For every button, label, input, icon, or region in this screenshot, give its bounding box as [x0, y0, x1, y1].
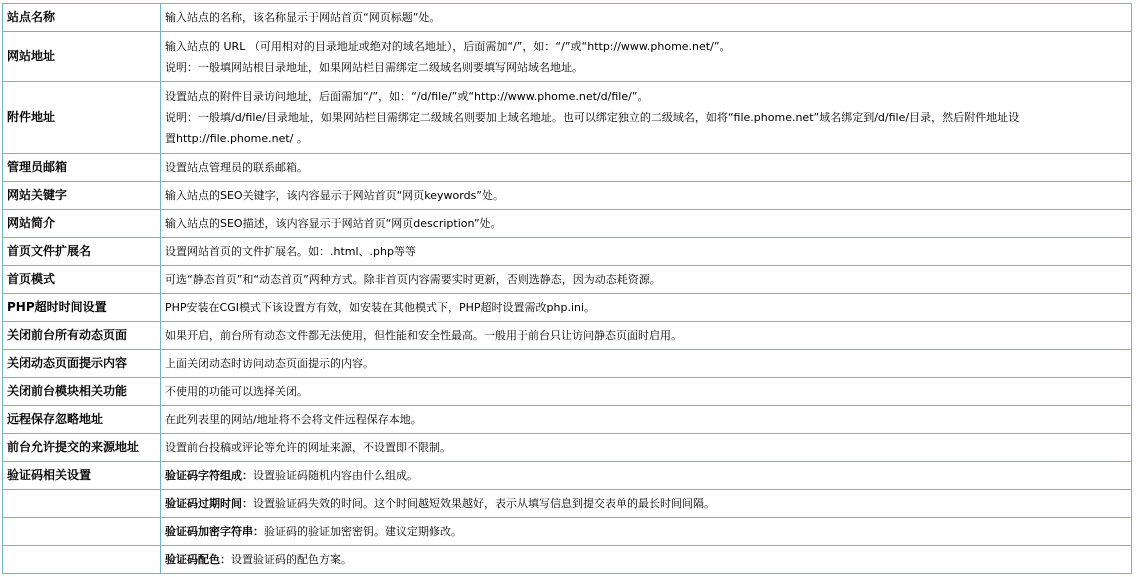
row-key: 首页文件扩展名: [3, 238, 161, 266]
description-line: 输入站点的名称，该名称显示于网站首页“网页标题”处。: [165, 11, 441, 24]
row-key: 关闭前台模块相关功能: [3, 378, 161, 406]
description-line: 设置网站首页的文件扩展名。如：.html、.php等等: [165, 245, 416, 258]
table-row-captcha: [3, 462, 1132, 490]
description-line: PHP安装在CGI模式下该设置方有效，如安装在其他模式下，PHP超时设置需改php.ini。: [165, 301, 596, 314]
row-description: [161, 266, 1132, 294]
description-line: 不使用的功能可以选择关闭。: [165, 385, 308, 398]
row-key: 远程保存忽略地址: [3, 406, 161, 434]
row-description: [161, 182, 1132, 210]
row-description: [161, 322, 1132, 350]
description-line: 置http://file.phome.net/ 。: [165, 132, 308, 145]
description-line: 设置前台投稿或评论等允许的网址来源，不设置即不限制。: [165, 441, 451, 454]
row-key-empty: [3, 490, 161, 518]
row-key: 网站简介: [3, 210, 161, 238]
captcha-item-name: 验证码字符组成：: [165, 469, 253, 482]
captcha-item-name: 验证码过期时间：: [165, 497, 253, 510]
row-key: 附件地址: [3, 82, 161, 154]
settings-table-body: [3, 4, 1132, 574]
description-line: 输入站点的SEO关键字，该内容显示于网站首页“网页keywords”处。: [165, 189, 505, 202]
row-key: 关闭动态页面提示内容: [3, 350, 161, 378]
row-key: 网站地址: [3, 32, 161, 82]
table-row: [3, 82, 1132, 154]
row-description: [161, 238, 1132, 266]
description-line: 说明：一般填/d/file/目录地址，如果网站栏目需绑定二级域名则要加上域名地址。也可以绑定独立的二级域名，如将“file.phome.net”域名绑定到/d/file/目录，然后附件地址设: [165, 111, 1020, 124]
row-key-empty: [3, 518, 161, 546]
row-description: [161, 32, 1132, 82]
table-row: [3, 4, 1132, 32]
row-key: 前台允许提交的来源地址: [3, 434, 161, 462]
row-key: 验证码相关设置: [3, 462, 161, 490]
row-key-empty: [3, 546, 161, 574]
description-line: 说明：一般填网站根目录地址，如果网站栏目需绑定二级域名则要填写网站域名地址。: [165, 60, 583, 74]
row-description: [161, 154, 1132, 182]
table-row: [3, 32, 1132, 82]
row-description: [161, 518, 1132, 546]
row-description: [161, 82, 1132, 154]
table-row: [3, 406, 1132, 434]
row-description: [161, 378, 1132, 406]
row-key: 网站关键字: [3, 182, 161, 210]
row-description: [161, 546, 1132, 574]
table-row: [3, 322, 1132, 350]
table-row: [3, 266, 1132, 294]
captcha-item-name: 验证码配色：: [165, 553, 231, 566]
table-row: [3, 294, 1132, 322]
row-description: [161, 406, 1132, 434]
table-row: [3, 210, 1132, 238]
row-description: [161, 350, 1132, 378]
table-row-captcha: [3, 490, 1132, 518]
description-line: 上面关闭动态时访问动态页面提示的内容。: [165, 357, 374, 370]
description-line: 输入站点的 URL （可用相对的目录地址或绝对的域名地址），后面需加“/”，如：“/”或“http://www.phome.net/”。: [165, 39, 731, 53]
row-description: [161, 4, 1132, 32]
description-line: 设置站点的附件目录访问地址，后面需加“/”，如：“/d/file/”或“http://www.phome.net/d/file/”。: [165, 90, 649, 103]
table-row-captcha: [3, 518, 1132, 546]
row-key: 关闭前台所有动态页面: [3, 322, 161, 350]
row-description: [161, 462, 1132, 490]
description-line: 输入站点的SEO描述，该内容显示于网站首页“网页description”处。: [165, 217, 502, 230]
description-line: 可选“静态首页”和“动态首页”两种方式。除非首页内容需要实时更新，否则选静态，因为动态耗资源。: [165, 273, 661, 286]
table-row: [3, 434, 1132, 462]
row-key: PHP超时时间设置: [3, 294, 161, 322]
table-row: [3, 238, 1132, 266]
captcha-item-desc: 设置验证码随机内容由什么组成。: [253, 469, 418, 482]
captcha-item-name: 验证码加密字符串：: [165, 525, 264, 538]
table-row: [3, 350, 1132, 378]
captcha-item-desc: 验证码的验证加密密钥。建议定期修改。: [264, 525, 462, 538]
captcha-item-desc: 设置验证码的配色方案。: [231, 553, 352, 566]
table-row-captcha: [3, 546, 1132, 574]
row-description: [161, 490, 1132, 518]
description-line: 设置站点管理员的联系邮箱。: [165, 161, 308, 174]
description-line: 如果开启，前台所有动态文件都无法使用，但性能和安全性最高。一般用于前台只让访问静态页面时启用。: [165, 329, 682, 342]
table-row: [3, 378, 1132, 406]
description-line: 在此列表里的网站/地址将不会将文件远程保存本地。: [165, 413, 422, 426]
row-description: [161, 434, 1132, 462]
table-row: [3, 154, 1132, 182]
table-row: [3, 182, 1132, 210]
row-description: [161, 210, 1132, 238]
row-key: 首页模式: [3, 266, 161, 294]
row-description: [161, 294, 1132, 322]
settings-table: [2, 3, 1132, 574]
captcha-item-desc: 设置验证码失效的时间。这个时间越短效果越好，表示从填写信息到提交表单的最长时间间隔。: [253, 497, 715, 510]
row-key: 管理员邮箱: [3, 154, 161, 182]
row-key: 站点名称: [3, 4, 161, 32]
